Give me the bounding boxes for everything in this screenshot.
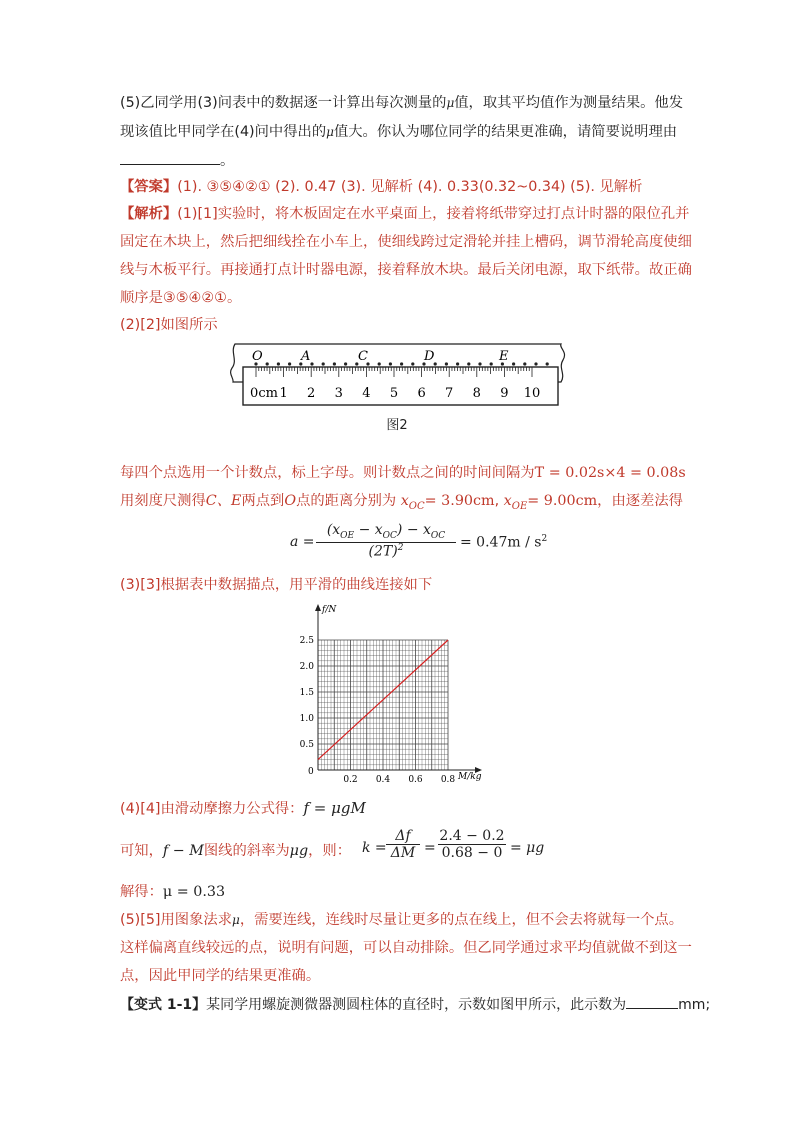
analysis-p4-line1 bbox=[120, 797, 366, 820]
p4-line2-a: 可知， bbox=[120, 843, 163, 859]
q5-text-1a: (5)乙同学用(3)问表中的数据逐一计算出每次测量的 bbox=[120, 95, 447, 111]
variant-unit: mm; bbox=[678, 997, 711, 1013]
point-label-d: D bbox=[424, 349, 435, 364]
x-oc-symbol: x bbox=[400, 493, 409, 509]
p4-line2-c: ，则： bbox=[308, 843, 352, 859]
x-oc-sub: OC bbox=[408, 500, 425, 512]
tape-dot bbox=[378, 362, 381, 365]
tape-dot bbox=[266, 362, 269, 365]
variant-label: 【变式 1-1】 bbox=[120, 997, 207, 1013]
answer-blank[interactable] bbox=[120, 150, 220, 165]
ruler-scale-label: 5 bbox=[389, 386, 399, 401]
variant-text: 某同学用螺旋测微器测圆柱体的直径时，示数如图甲所示，此示数为 bbox=[206, 997, 627, 1013]
analysis-label: 【解析】 bbox=[120, 206, 178, 222]
analysis-p1-first: (1)[1]实验时，将木板固定在水平桌面上，接着将纸带穿过打点计时器的限位孔并 bbox=[177, 206, 690, 222]
tape-dot bbox=[344, 362, 347, 365]
period-formula: T = 0.02s×4 = 0.08s bbox=[534, 465, 686, 481]
x-oe-symbol: x bbox=[503, 493, 512, 509]
mu-result: μ = 0.33 bbox=[162, 884, 226, 900]
p2-line2-text-a: 用刻度尺测得 bbox=[120, 493, 206, 509]
point-label-a: A bbox=[301, 349, 311, 364]
point-label-e: E bbox=[499, 349, 509, 364]
ruler-scale-label: 3 bbox=[334, 386, 343, 401]
q5-line-1 bbox=[120, 92, 683, 114]
x-oc-value: = 3.90cm bbox=[424, 493, 495, 509]
analysis-p5-line: 点，因此甲同学的结果更准确。 bbox=[120, 968, 321, 984]
p4-line2-b: 图线的斜率为 bbox=[203, 843, 290, 859]
p5-first-b: ，需要连线，连线时尽量让更多的点在线上，但不会去将就每一个点。 bbox=[239, 912, 684, 928]
tape-dot bbox=[322, 362, 325, 365]
q5-text-2a: 现该值比甲同学在(4)问中得出的 bbox=[120, 124, 327, 140]
tape-dot bbox=[288, 362, 291, 365]
p2-line2-text-d: ，由逐差法得 bbox=[597, 493, 683, 509]
analysis-p5-line: 这样偏离直线较远的点，说明有问题，可以自动排除。但乙同学通过求平均值就做不到这一 bbox=[120, 940, 692, 956]
chart-tick-labels bbox=[300, 605, 482, 785]
variant-blank[interactable] bbox=[626, 994, 678, 1009]
formula-numerator bbox=[316, 522, 456, 541]
y-tick-label: 2.5 bbox=[299, 636, 314, 646]
k-eq2: = bbox=[424, 840, 436, 856]
y-axis-label: f/N bbox=[322, 605, 337, 615]
analysis-p4-line2 bbox=[120, 840, 351, 862]
f-m-chart bbox=[296, 600, 496, 785]
k-num2: 2.4 − 0.2 bbox=[439, 828, 505, 844]
fig2-caption: 图2 bbox=[386, 418, 408, 433]
y-tick-label: 0.5 bbox=[299, 740, 314, 750]
ruler-scale-label: 1 bbox=[279, 386, 288, 401]
ruler-scale-label: 10 bbox=[523, 386, 541, 401]
analysis-p2-line1 bbox=[120, 462, 686, 484]
solve-label: 解得： bbox=[120, 884, 163, 900]
formula-den: (2T) bbox=[368, 543, 398, 560]
tape-dot bbox=[445, 362, 448, 365]
slope-formula bbox=[362, 828, 562, 872]
tape-dot bbox=[523, 362, 526, 365]
p5-first-a: (5)[5]用图象法求 bbox=[120, 912, 232, 928]
formula-den-sup: 2 bbox=[397, 542, 404, 553]
formula-result-sup: 2 bbox=[541, 534, 548, 544]
analysis-p1-line: 固定在木块上，然后把细线拴在小车上，使细线跨过定滑轮并挂上槽码，调节滑轮高度使细 bbox=[120, 234, 692, 250]
tape-dot bbox=[400, 362, 403, 365]
chart-axes bbox=[315, 604, 482, 773]
formula-denominator bbox=[316, 543, 456, 560]
tape-dot bbox=[546, 362, 549, 365]
p2-line1-text: 每四个点选用一个计数点，标上字母。则计数点之间的时间间隔为 bbox=[120, 465, 535, 481]
x-tick-label: 0.2 bbox=[343, 775, 358, 785]
tape-dot bbox=[478, 362, 481, 365]
q5-text-1b: 值，取其平均值作为测量结果。他发 bbox=[454, 95, 684, 111]
analysis-p1-line: 线与木板平行。再接通打点计时器电源，接着释放木块。最后关闭电源，取下纸带。故正确 bbox=[120, 262, 692, 278]
analysis-p3-intro: (3)[3]根据表中数据描点，用平滑的曲线连接如下 bbox=[120, 577, 433, 593]
formula-num-c: ) − x bbox=[396, 522, 431, 538]
tape-dot bbox=[333, 362, 336, 365]
k-eq3: = μg bbox=[510, 840, 545, 856]
y-tick-label: 1.0 bbox=[299, 714, 314, 724]
variant-line bbox=[120, 994, 710, 1016]
p4-intro: (4)[4]由滑动摩擦力公式得： bbox=[120, 801, 304, 817]
x-tick-label: 0.6 bbox=[408, 775, 423, 785]
k-den1: ΔM bbox=[390, 845, 416, 861]
q5-line-2 bbox=[120, 121, 677, 143]
analysis-p2-line2: 用刻度尺测得C、E两点到O点的距离分别为 $x_{OC}= 3.90cm$, $x_{OE}= 9.00cm$，由逐差法得 bbox=[120, 493, 683, 512]
analysis-p1-last: 顺序是③⑤④②①。 bbox=[120, 290, 242, 306]
answer-text: (1). ③⑤④②① (2). 0.47 (3). 见解析 (4). 0.33(0.32~0.34) (5). 见解析 bbox=[177, 179, 643, 195]
ruler-scale-label: 7 bbox=[445, 386, 454, 401]
ruler-scale-label: 0cm bbox=[250, 386, 278, 401]
mu-symbol: μ bbox=[446, 96, 455, 110]
formula-num-sub1: OE bbox=[340, 530, 355, 541]
tape-dot bbox=[411, 362, 414, 365]
p2-line2-text-b: 两点到 bbox=[241, 493, 285, 509]
tape-dot bbox=[467, 362, 470, 365]
formula-num-a: (x bbox=[326, 522, 341, 538]
mu-symbol: μ bbox=[232, 913, 240, 927]
x-oe-value: = 9.00cm bbox=[527, 493, 598, 509]
k-lhs: k = bbox=[362, 840, 387, 856]
formula-result-text: = 0.47m / s bbox=[460, 534, 542, 551]
analysis-p2-intro: (2)[2]如图所示 bbox=[120, 317, 218, 333]
formula-num-b: − x bbox=[354, 522, 383, 538]
x-axis-label: M/kg bbox=[458, 772, 482, 782]
y-tick-label: 2.0 bbox=[299, 662, 314, 672]
ruler-scale-label: 8 bbox=[472, 386, 481, 401]
formula-a-lhs: a = bbox=[290, 534, 315, 550]
tape-dot bbox=[310, 362, 313, 365]
tape-dot bbox=[534, 362, 537, 365]
tape-dot bbox=[277, 362, 280, 365]
tape-dot bbox=[490, 362, 493, 365]
origin-label: 0 bbox=[308, 767, 314, 777]
k-num1: Δf bbox=[395, 828, 411, 844]
formula-result bbox=[460, 534, 547, 551]
answer-label: 【答案】 bbox=[120, 179, 178, 195]
formula-num-sub2: OC bbox=[382, 530, 397, 541]
y-axis-arrow bbox=[315, 604, 321, 611]
point-o: O bbox=[284, 493, 297, 509]
ruler-scale-label: 2 bbox=[307, 386, 316, 401]
x-oe-sub: OE bbox=[511, 500, 528, 512]
analysis-p4-solve bbox=[120, 881, 225, 903]
tape-dot bbox=[456, 362, 459, 365]
ruler-figure bbox=[225, 340, 570, 412]
ruler-scale-label: 4 bbox=[362, 386, 371, 401]
ruler-scale-label: 9 bbox=[500, 386, 509, 401]
mu-g-expr: μg bbox=[289, 843, 309, 859]
answer-line bbox=[120, 176, 642, 198]
f-m-expr: f − M bbox=[162, 843, 204, 859]
q5-text-3: 。 bbox=[220, 153, 235, 169]
points-ce: C、E bbox=[205, 493, 242, 509]
q5-line-3 bbox=[120, 150, 234, 172]
tape-dot bbox=[389, 362, 392, 365]
analysis-line-1 bbox=[120, 203, 689, 225]
formula-num-sub3: OC bbox=[430, 530, 446, 541]
y-tick-label: 1.5 bbox=[299, 688, 314, 698]
friction-formula: f = μgM bbox=[303, 799, 366, 817]
x-tick-label: 0.8 bbox=[440, 775, 456, 785]
k-den2: 0.68 − 0 bbox=[441, 845, 503, 861]
ruler-scale-label: 6 bbox=[417, 386, 426, 401]
p2-line2-text-c: 点的距离分别为 bbox=[296, 493, 397, 509]
ruler-body bbox=[243, 367, 558, 405]
chart-grid bbox=[318, 640, 448, 770]
point-label-o: O bbox=[252, 349, 263, 364]
q5-text-2b: 值大。你认为哪位同学的结果更准确，请简要说明理由 bbox=[333, 124, 678, 140]
mu-symbol: μ bbox=[326, 125, 334, 139]
x-tick-label: 0.4 bbox=[375, 775, 391, 785]
acceleration-formula bbox=[290, 522, 550, 566]
analysis-p5-line1 bbox=[120, 909, 683, 931]
tape-dot bbox=[512, 362, 515, 365]
point-label-c: C bbox=[358, 349, 368, 364]
